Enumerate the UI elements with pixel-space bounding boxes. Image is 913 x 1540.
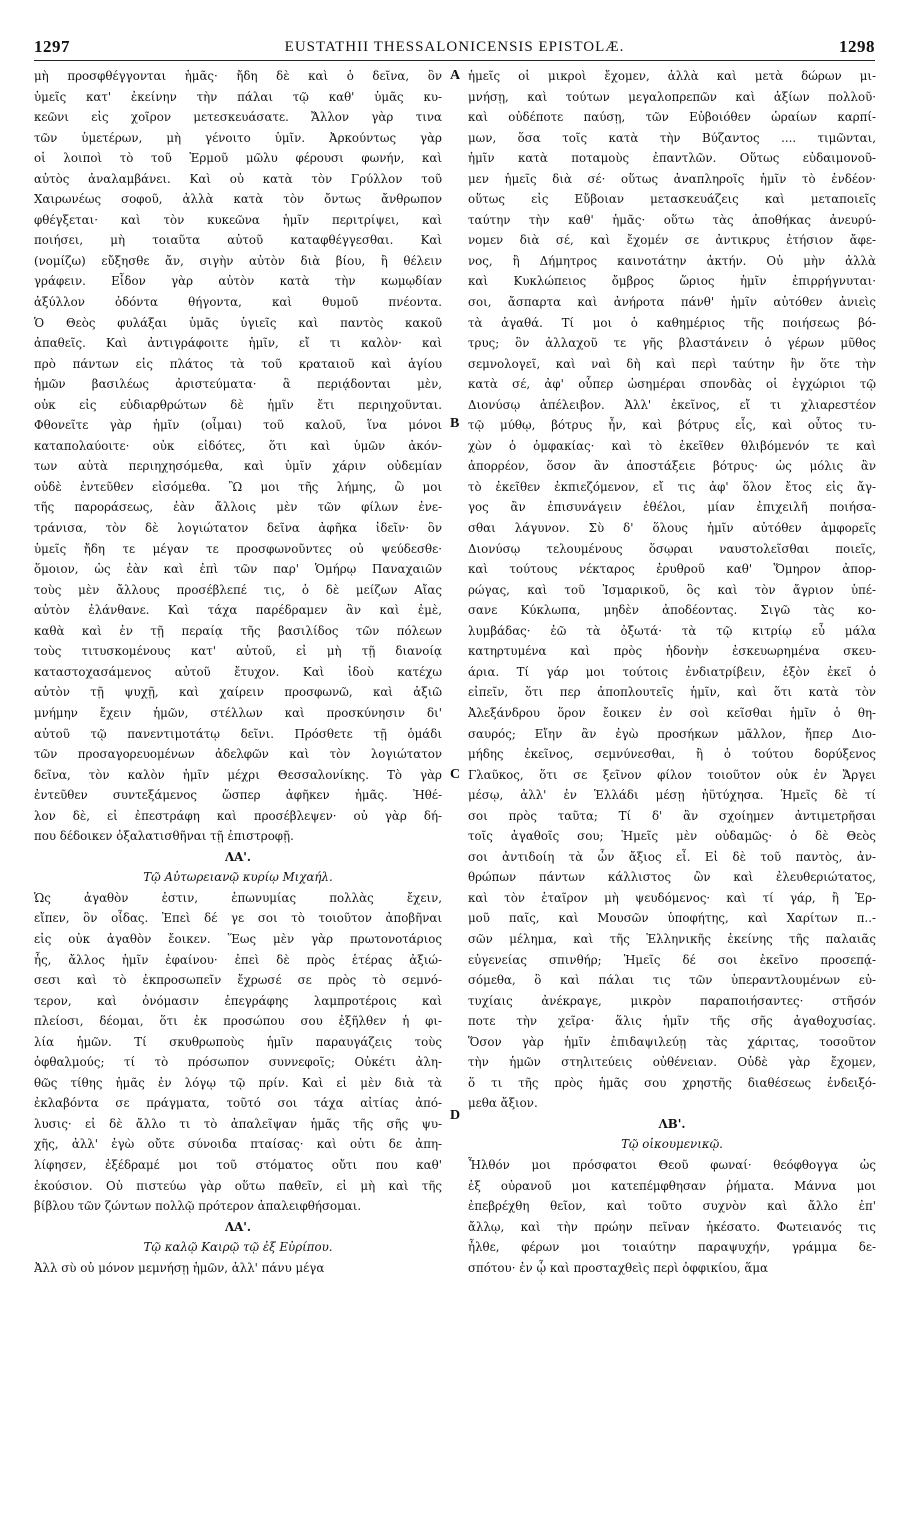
text-line: εἴπεν, ὃν οἶδας. Ἐπεὶ δέ γε σοι τὸ τοιοῦτον ἀποβῆναι [34, 911, 442, 926]
text-line: τοῖς ἀγαθοῖς σου; Ἡμεῖς μὲν οὐδαμῶς· ὁ δὲ Θεὸς [468, 829, 876, 844]
text-line: ἑκούσιον. Οὐ πιστεύω γὰρ οὕτω παθεῖν, εἰ μὴ καὶ τῆς [34, 1178, 442, 1193]
text-line: τῷ μύθῳ, βότρυς ἦν, καὶ βότρυς εἷς, καὶ οὗτος τυ- [468, 418, 876, 433]
text-line: ἦλθε, φέρων μοι τοιαύτην παραψυχήν, γράμμα δε- [468, 1240, 876, 1255]
text-line: καταστοχασάμενος αὐτοῦ ἔτυχον. Καὶ ἰδοὺ κατέχω [34, 664, 442, 679]
text-line: σπότου· ἐν ᾧ καὶ προσταχθεὶς περὶ ὀφφικίου, ἅμα [468, 1260, 769, 1275]
text-line: σοι πρὸς ταῦτα; Τί δ' ἂν σχοίημεν ἀντιμετρῆσαι [468, 808, 876, 823]
text-line: αὐτὸν τῇ ψυχῇ, καὶ χαίρειν προσφωνῶ, καὶ ἀξιῶ [34, 685, 442, 700]
text-line: Ὅσον γὰρ ἡμῖν ἐπιδαψιλεύῃ τὰς χάριτας, τοσοῦτον [468, 1034, 876, 1049]
text-line: τὰ ἀγαθά. Τί μοι ὁ καθημέριος τῆς ποιήσεως βό- [468, 315, 876, 330]
text-line: μεν ἡμεῖς διὰ σέ· οὕτως ἀναπληροῖς ἡμῖν τὸ ἐνδέον· [468, 171, 876, 186]
text-line: τοὺς μὲν ἄλλους προσέβλεπέ τις, ὁ δὲ μείζων Αἴας [34, 582, 442, 597]
text-line: τρυς; ὃν ἀλλαχοῦ τε γῆς βλαστάνειν ὁ γέρων μῦθος [468, 336, 876, 351]
text-line: καὶ οὐδέποτε παύσῃ, τῶν Εὐβοιόθεν ὡραίων καρπί- [468, 110, 876, 125]
text-line: ὑμεῖς κατ' ἐκείνην τὴν πάλαι τῷ καθ' ὑμᾶς κυ- [34, 89, 442, 104]
text-line: ἀπορρέον, ὅσον ἂν ἀποστάξειε βότρυς· ὡς μόλις ἂν [468, 459, 876, 474]
text-line: ὑμεῖς ἤδη τε μέγαν τε προσφωνοῦντες οὐ ψεύδεσθε· [34, 541, 442, 556]
margin-marker-c: C [450, 767, 461, 782]
text-line: τὸ ἐκεῖθεν ἐκπιεζόμενον, εἴ τις ἀφ' ὅλον ἔτος εἰς ἄγ- [468, 479, 876, 494]
text-line: τυχίαις ἀνέκραγε, μικρὸν παραποιήσαντες· στῆσόν [468, 993, 876, 1008]
text-line: ποτε τὴν χεῖρα· ἅλις ἡμῖν τῆς σῆς ἀγαθοχυσίας. [468, 1014, 876, 1029]
text-line: Γλαῦκος, ὅτι σε ξεῖνον φίλον τοιοῦτον οὐκ ἐν Ἄργει [468, 767, 876, 782]
text-line: ὀφθαλμούς; τί τὸ πρόσωπον συννεφοῖς; Οὐκέτι ἀλη- [34, 1055, 442, 1070]
text-line: μέσῳ, ἀλλ' ἐν Ἑλλάδι μέσῃ ἠϋτύχησα. Ἡμεῖς δὲ τί [468, 788, 876, 803]
margin-marker-d: D [450, 1108, 461, 1123]
text-line: σεμνολογεῖ, καὶ ναὶ δὴ καὶ περὶ ταύτην ἣν ὅτε τὴν [468, 356, 876, 371]
text-line: τερον, καὶ ὀνόμασιν ἐπεγράφης λαμπροτέροις καὶ [34, 993, 442, 1008]
left-column [34, 66, 442, 1496]
text-line: ἦς, ἄλλος ἡμῖν ἐφαίνου· ἐπεὶ δὲ πρὸς ἑτέρας ἀξιώ- [34, 952, 442, 967]
text-line: θρώπων πάντων κάλλιστος ὢν καὶ ἐλευθεριώτατος, [468, 870, 876, 885]
text-line: σοι, ἄσπαρτα καὶ ἀνήροτα πάνθ' ἡμῖν αὐτόθεν ἀνιεὶς [468, 295, 876, 310]
text-line: σανε Κύκλωπα, μηδὲν ἀποδέοντας. Σιγῶ τὰς κο- [468, 603, 876, 618]
margin-marker-a: A [450, 68, 461, 83]
text-line: τοὺς τιτυσκομένους κατ' αὐτοῦ, εἰ μὴ τῇ διανοίᾳ [34, 644, 442, 659]
text-line: κατὰ σέ, ἀφ' οὗπερ ὡσημέραι σπονδὰς οἱ ἐγχώριοι τῷ [468, 377, 876, 392]
text-line: μήδης ἐκεῖνος, σεμνύνεσθαι, ἢ ὁ τούτου δορύξενος [468, 747, 876, 762]
letter-number: ΛΑ'. [224, 1219, 252, 1234]
text-line: λία ἡμῶν. Τί σκυθρωποὺς ἡμῖν παραυγάζεις τοὺς [34, 1034, 442, 1049]
text-line: ἐξ οὐρανοῦ μοι κατεπέμφθησαν ῥήματα. Μάννα μοι [468, 1178, 876, 1193]
text-line: ὅ τι τῆς πρὸς ἡμᾶς σου χρηστῆς διαθέσεως ἐνδειξό- [468, 1075, 876, 1090]
text-line: ἡμῖν κατὰ ποταμοὺς ἐπαντλῶν. Οὕτως εὐδαιμονοῦ- [468, 151, 876, 166]
text-line: καὶ τὸν ἑταῖρον μὴ ψευδόμενος· καὶ τί γάρ, ἢ Ἑρ- [468, 890, 876, 905]
text-line: λον δὲ, εἰ ἐπεστράφη καὶ προσέβλεψεν· οὐ γὰρ δή- [34, 808, 442, 823]
letter-number: ΛΒ'. [658, 1116, 686, 1131]
text-line: ἀπαθεῖς. Καὶ ἀντιγράφοιτε ἡμῖν, εἴ τι καλὸν· καὶ [34, 336, 442, 351]
text-line: κεῶνι εἰς χοῖρον μετεσκευάσατε. Ἄλλον γὰρ τινα [34, 110, 442, 125]
text-line: Ὡς ἀγαθὸν ἐστιν, ἐπωνυμίας πολλὰς ἔχειν, [34, 890, 442, 905]
text-line: καὶ τούτους νέκταρος ἐρυθροῦ καθ' Ὅμηρον ἀπορ- [468, 562, 876, 577]
text-line: τράνισα, τὸν δὲ λογιώτατον δεῖνα ἀφῆκα ἰδεῖν· ὃν [34, 521, 442, 536]
text-line: εἰς οὐκ ἀγαθὸν ἔοικεν. Ἕως μὲν γὰρ πρωτονοτάριος [34, 931, 442, 946]
text-line: εὐγενείας σπινθήρ; Ἡμεῖς δέ σοι ἐκεῖνο προσεπᾴ- [468, 952, 876, 967]
text-line: καὶ Κυκλώπειος ὄμβρος ὥριος ἡμῖν ἐπιρρήγνυται· [468, 274, 876, 289]
text-line: δεῖνα, τὸν καλὸν ἡμῖν μέχρι Θεσσαλονίκης. Τὸ γὰρ [34, 767, 442, 782]
text-line: ταύτην τὴν καθ' ἡμᾶς· οὕτω τὰς ἀποθήκας ἀνευρύ- [468, 212, 876, 227]
text-line: Ἀλεξάνδρου ὅρον ἔοικεν ἐν σοὶ κεῖσθαι ἡμῖν ὁ θη- [468, 705, 876, 720]
text-line: σεσι καὶ τὸ ἐκπροσωπεῖν ἔχρωσέ σε πρὸς τὸ σεμνό- [34, 973, 442, 988]
text-line: λυμβάδας· ἐῶ τὰ ὀξωτά· τὰ τῷ κιτρίῳ εὖ μάλα [468, 623, 876, 638]
text-line: σοι ἀντιδοίη τὰ ὧν ἄξιος εἶ. Εἰ δὲ τοῦ παντὸς, ἀν- [468, 849, 876, 864]
margin-marker-b: B [450, 416, 460, 431]
text-line: οὕτως εἰς Εὔβοιαν μετασκευάζεις καὶ μεταποιεῖς [468, 192, 876, 207]
text-line: μεθα ἄξιον. [468, 1096, 538, 1111]
letter-heading: Τῷ οἰκουμενικῷ. [621, 1137, 723, 1152]
running-title: EUSTATHII THESSALONICENSIS EPISTOLÆ. [284, 38, 625, 55]
text-line: μοῦ παῖς, καὶ Μουσῶν ὑποφήτης, καὶ Χαρίτων π..- [468, 911, 876, 926]
right-page-number: 1298 [839, 37, 875, 56]
text-line: ρώγας, καὶ τοῦ Ἰσμαρικοῦ, ὃς καὶ τὸν ἄγριον ὑπέ- [468, 582, 876, 597]
text-line: ἄλλῳ, καὶ τὴν πρώην πεῖναν ἠκέσατο. Φωτειανός τις [468, 1219, 876, 1234]
text-line: οὐδὲ ἐντεῦθεν εἰσόμεθα. Ὢ μοι τῆς λήμης, ὢ μοι [34, 479, 442, 494]
text-line: σθαι λάγυνον. Σὺ δ' ὅλους ἡμῖν αὐτόθεν ἀμφορεῖς [468, 521, 876, 536]
text-line: Διονύσῳ τελουμένους ὅσῳραι ναυστολεῖσθαι ποιεῖς, [468, 541, 876, 556]
text-line: κατηρτυμένα καὶ πρὸς ἡδονὴν ἐσκευωρημένα σκευ- [468, 644, 876, 659]
text-line: θῶς τίθης ἡμᾶς ἐν λόγῳ τῷ πρίν. Καὶ εἰ μὲν διὰ τὰ [34, 1075, 442, 1090]
left-page-number: 1297 [34, 37, 70, 56]
text-line: φθέγξεται· καὶ τὸν κυκεῶνα ἡμῖν περιτρίψει, καὶ [34, 212, 442, 227]
text-line: μνήσῃ, καὶ τούτων μεγαλοπρεπῶν καὶ ἀξίων πολλοῦ· [468, 89, 876, 104]
text-line: νος, ἢ Δήμητρος καινοτάτην ἀκτήν. Οὐ μὴν ἀλλὰ [468, 253, 876, 268]
text-line: μὴ προσφθέγγονται ἡμᾶς· ἤδη δὲ καὶ ὁ δεῖνα, ὃν [34, 69, 442, 83]
text-line: νομεν διὰ σέ, καὶ ἔχομέν σε ἀντικρυς ἐτήσιον ἄφε- [468, 233, 876, 248]
text-line: Χαιρωνέως σοφοῦ, ἀλλὰ κατὰ τὸν ὄντως ἄνθρωπον [34, 192, 442, 207]
text-line: των αὐτὰ περιηχησόμεθα, καὶ ὑμῖν χάριν οὐδεμίαν [34, 459, 442, 474]
text-line: Ἀλλ σὺ οὐ μόνον μεμνήσῃ ἡμῶν, ἀλλ' πάνυ μέγα [34, 1260, 325, 1275]
text-line: ἐπεβρέχθη θεῖον, καὶ τοῦτο συχνὸν καὶ ἄλλο ἐπ' [468, 1199, 876, 1214]
text-line: αὐτοῦ τῷ πανεντιμοτάτῳ δεῖνι. Πρόσθετε τῇ ὁμάδι [34, 726, 442, 741]
right-column [468, 66, 876, 1466]
text-line: ἡμῶν βασιλέως ἀριστεύματα· ἃ περιᾴδονται μὲν, [34, 377, 442, 392]
text-line: αὐτὸν ἐλάνθανε. Καὶ τάχα παρέδραμεν ἂν καὶ ἐμὲ, [34, 603, 442, 618]
text-line: που δέδοικεν ὀξαλατισθῆναι τῇ ἐπιστροφῇ. [34, 829, 294, 844]
text-line: μνήμην ἔχειν ἡμῶν, στέλλων καὶ προσκύνησιν δι' [34, 705, 442, 720]
text-line: τῶν ὑμετέρων, μὴ γένοιτο ὑμῖν. Ἀρκούντως γὰρ [34, 130, 442, 145]
text-line: σαυρός; Εἴην ἂν ἐγὼ προσήκων μᾶλλον, ἤπερ Διο- [468, 726, 876, 741]
text-line: χὼν ὁ ὀμφακίας· καὶ τὸ ἐκεῖθεν θλιβόμενόν τε καὶ [468, 438, 876, 453]
text-line: Ἦλθόν μοι πρόσφατοι Θεοῦ φωναί· θεόφθογγα ὡς [468, 1157, 876, 1172]
text-line: χῆς, ἀλλ' ἐγὼ οὔτε σύνοιδα πταίσας· καὶ οὐτι δε ἀπη- [34, 1137, 442, 1152]
text-line: τὴν ἡμῶν στηλιτεύεις οὐθένειαν. Οὐδὲ γὰρ ἔχομεν, [468, 1055, 876, 1070]
running-head [34, 34, 875, 61]
text-line: αὐτὸς ἀναλαμβάνει. Καὶ οὐ κατὰ τὸν Γρύλλον τοῦ [34, 171, 442, 186]
text-line: ἐντεῦθεν συντεξάμενος ὥσπερ ἀφῆκεν ἡμᾶς. Ἠθέ- [34, 788, 442, 803]
letter-heading: Τῷ καλῷ Καιρῷ τῷ ἐξ Εὐρίπου. [143, 1240, 333, 1255]
text-line: σόμεθα, ὃ καὶ πάλαι τις τῶν ὑπεραντλουμένων εὐ- [468, 973, 876, 988]
letter-heading: Τῷ Αὐτωρειανῷ κυρίῳ Μιχαήλ. [143, 870, 333, 885]
text-line: καταπολαύοιτε· οὐκ εἰδότες, ὅτι καὶ ὑμῶν ἀκόν- [34, 438, 442, 453]
text-line: ἡμεῖς οἱ μικροὶ ἔχομεν, ἀλλὰ καὶ μετὰ δώρων μι- [468, 69, 876, 83]
text-line: γος ἂν ἐπισυνάγειν ἐθέλοι, μίαν ἐπιχειλῆ ποιήσα- [468, 500, 876, 515]
text-line: γράφειν. Εἶδον γὰρ αὐτὸν κατὰ τὴν κωμῳδίαν [34, 274, 442, 289]
text-line: Διονύσῳ ἀπέλειβον. Ἀλλ' ἐκεῖνος, εἴ τι χλιαρεστέον [468, 397, 876, 412]
text-line: οἱ λοιποὶ τὸ τοῦ Ἑρμοῦ μῶλυ φέρουσι φωνήν, καὶ [34, 151, 442, 166]
text-line: μων, ὅσα τοῖς κατὰ τὴν Βύζαντος .... τιμῶνται, [468, 130, 876, 145]
text-line: ποιήσει, μὴ τοιαῦτα αὐτοῦ καταφθέγγεσθαι. Καὶ [34, 233, 442, 248]
text-line: τῆς παροράσεως, ἐὰν ἄλλοις μὲν τῶν φίλων ἐνε- [34, 500, 442, 515]
text-line: ἀξύλλον ὀδόντα θήγοντα, καὶ θυμοῦ πνέοντα. [34, 295, 442, 310]
text-line: βίβλου τῶν ζώντων πολλῷ πρότερον ἀπαλειφθήσομαι. [34, 1199, 362, 1214]
text-line: εἰπεῖν, ὅτι περ ἀποπλουτεῖς ἡμῖν, καὶ ὅτι κατὰ τὸν [468, 685, 876, 700]
text-line: τῶν προσαγορευομένων ἀδελφῶν καὶ τὸν λογιώτατον [34, 747, 442, 762]
text-line: σῶν μέλημα, καὶ τῆς Ἑλληνικῆς ἐκείνης τῆς παλαιᾶς [468, 931, 876, 946]
text-line: λίφησεν, ἐξέδραμέ μοι τοῦ στόματος οὔτι που καθ' [34, 1157, 442, 1172]
text-line: πλείοσι, δέομαι, ὅτι ἐκ προσώπου σου ἐξῆλθεν ἡ φι- [34, 1014, 442, 1029]
text-line: Φθονεῖτε γὰρ ἡμῖν (οἶμαι) τοῦ καλοῦ, ἵνα μόνοι [34, 418, 442, 433]
text-line: καθὰ καὶ ἐν τῇ περαίᾳ τῆς βασιλίδος τῶν πόλεων [34, 623, 442, 638]
text-line: άρια. Τί γάρ μοι τούτοις ἐνδιατρίβειν, ἐξὸν ἐκεῖ ὁ [468, 664, 876, 679]
text-line: (νομίζω) εὔξησθε ἄν, σιγὴν αὐτὸν διὰ βίου, ἢ θέλειν [34, 253, 442, 268]
text-line: ἐκλαβόντα σε πράγματα, τοῦτό σοι τάχα αἰτίας ἀπό- [34, 1096, 442, 1111]
text-line: οὐκ εἰς εὐδιαρθρώτων δὲ ἡμῖν ἔτι περιηχοῦνται. [34, 397, 442, 412]
text-line: Ὁ Θεὸς φυλάξαι ὑμᾶς ὑγιεῖς καὶ παντὸς κακοῦ [34, 315, 442, 330]
text-line: ὅμοιον, ὡς ἐὰν καὶ ἐπὶ τῶν παρ' Ὁμήρῳ Παναχαιῶν [34, 562, 442, 577]
text-line: λυσις· εἰ δὲ ἄλλο τι τὸ ἀπαλεῖψαν ἡμᾶς τῆς σῆς ψυ- [34, 1116, 442, 1131]
letter-number: ΛΑ'. [224, 849, 252, 864]
text-line: πρὸ πάντων εἰς πλάτος τὰ τοῦ κραταιοῦ καὶ ἁγίου [34, 356, 442, 371]
